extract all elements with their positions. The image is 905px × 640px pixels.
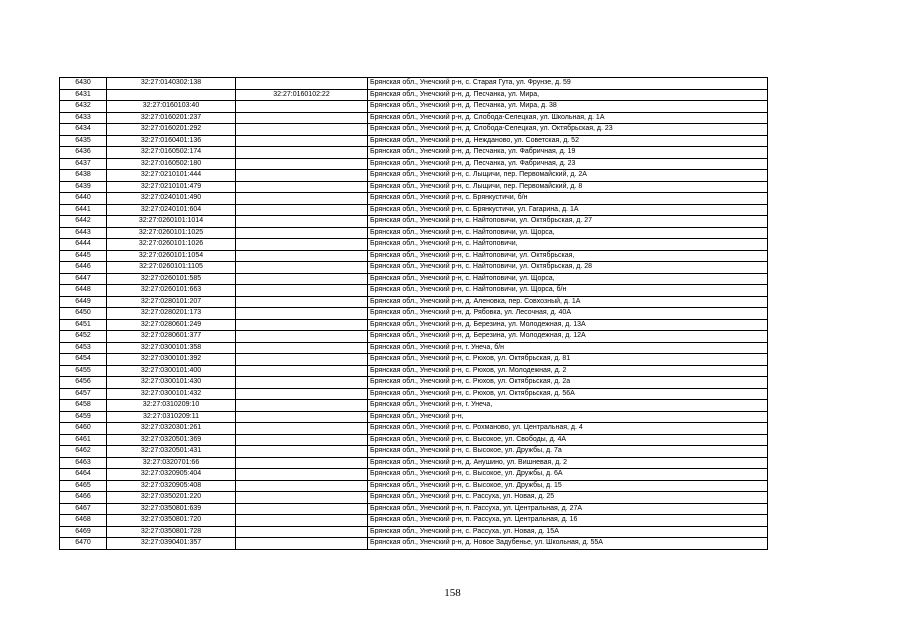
address-cell: Брянская обл., Унечский р-н, с. Рассуха, ул. Новая, д. 25	[368, 492, 768, 504]
cadastral-number-cell: 32:27:0260101:1014	[107, 216, 236, 228]
row-number-cell: 6432	[60, 101, 107, 113]
table-row	[60, 204, 768, 216]
previous-cadastral-number-cell	[236, 193, 368, 205]
cadastral-number-cell: 32:27:0140302:138	[107, 78, 236, 90]
previous-cadastral-number-cell	[236, 227, 368, 239]
previous-cadastral-number-cell	[236, 526, 368, 538]
previous-cadastral-number-cell	[236, 101, 368, 113]
previous-cadastral-number-cell	[236, 273, 368, 285]
previous-cadastral-number-cell	[236, 423, 368, 435]
row-number-cell: 6450	[60, 308, 107, 320]
address-cell: Брянская обл., Унечский р-н, с. Найтоповичи, ул. Щорса,	[368, 273, 768, 285]
address-cell: Брянская обл., Унечский р-н, с. Найтоповичи, ул. Октябрьская, д. 28	[368, 262, 768, 274]
table-row	[60, 377, 768, 389]
cadastral-number-cell: 32:27:0260101:585	[107, 273, 236, 285]
table-row	[60, 193, 768, 205]
previous-cadastral-number-cell	[236, 112, 368, 124]
address-cell: Брянская обл., Унечский р-н, с. Лыщичи, пер. Первомайский, д. 8	[368, 181, 768, 193]
previous-cadastral-number-cell	[236, 354, 368, 366]
table-row	[60, 250, 768, 262]
cadastral-number-cell: 32:27:0320301:261	[107, 423, 236, 435]
previous-cadastral-number-cell	[236, 457, 368, 469]
previous-cadastral-number-cell	[236, 250, 368, 262]
cadastral-number-cell: 32:27:0240101:490	[107, 193, 236, 205]
cadastral-number-cell: 32:27:0280601:377	[107, 331, 236, 343]
table-row	[60, 446, 768, 458]
cadastral-number-cell: 32:27:0160502:174	[107, 147, 236, 159]
row-number-cell: 6430	[60, 78, 107, 90]
row-number-cell: 6453	[60, 342, 107, 354]
address-cell: Брянская обл., Унечский р-н, п. Рассуха, ул. Центральная, д. 27А	[368, 503, 768, 515]
previous-cadastral-number-cell	[236, 204, 368, 216]
previous-cadastral-number-cell	[236, 262, 368, 274]
cadastral-number-cell: 32:27:0260101:1025	[107, 227, 236, 239]
row-number-cell: 6437	[60, 158, 107, 170]
cadastral-number-cell: 32:27:0260101:1054	[107, 250, 236, 262]
address-cell: Брянская обл., Унечский р-н, д. Песчанка, ул. Фабричная, д. 23	[368, 158, 768, 170]
table-row	[60, 457, 768, 469]
cadastral-number-cell: 32:27:0350801:728	[107, 526, 236, 538]
table-row	[60, 296, 768, 308]
previous-cadastral-number-cell	[236, 492, 368, 504]
address-cell: Брянская обл., Унечский р-н, п. Рассуха, ул. Центральная, д. 16	[368, 515, 768, 527]
table-row	[60, 101, 768, 113]
row-number-cell: 6440	[60, 193, 107, 205]
previous-cadastral-number-cell	[236, 135, 368, 147]
cadastral-number-cell: 32:27:0300101:432	[107, 388, 236, 400]
address-cell: Брянская обл., Унечский р-н,	[368, 411, 768, 423]
table-row	[60, 308, 768, 320]
previous-cadastral-number-cell	[236, 285, 368, 297]
cadastral-number-cell: 32:27:0300101:358	[107, 342, 236, 354]
address-cell: Брянская обл., Унечский р-н, с. Найтоповичи, ул. Октябрьская,	[368, 250, 768, 262]
table-row	[60, 434, 768, 446]
previous-cadastral-number-cell	[236, 515, 368, 527]
row-number-cell: 6449	[60, 296, 107, 308]
previous-cadastral-number-cell	[236, 446, 368, 458]
address-cell: Брянская обл., Унечский р-н, с. Найтоповичи,	[368, 239, 768, 251]
table-row	[60, 135, 768, 147]
previous-cadastral-number-cell	[236, 388, 368, 400]
cadastral-number-cell: 32:27:0260101:1105	[107, 262, 236, 274]
previous-cadastral-number-cell: 32:27:0160102:22	[236, 89, 368, 101]
page-number: 158	[444, 587, 461, 599]
row-number-cell: 6466	[60, 492, 107, 504]
address-cell: Брянская обл., Унечский р-н, с. Брянкустичи, ул. Гагарина, д. 1А	[368, 204, 768, 216]
address-cell: Брянская обл., Унечский р-н, д. Аленовка, пер. Совхозный, д. 1А	[368, 296, 768, 308]
cadastral-number-cell: 32:27:0280101:207	[107, 296, 236, 308]
previous-cadastral-number-cell	[236, 170, 368, 182]
row-number-cell: 6451	[60, 319, 107, 331]
table-row	[60, 181, 768, 193]
address-cell: Брянская обл., Унечский р-н, д. Слобода-Селецкая, ул. Октябрьская, д. 23	[368, 124, 768, 136]
cadastral-number-cell: 32:27:0280601:249	[107, 319, 236, 331]
table-row	[60, 285, 768, 297]
address-cell: Брянская обл., Унечский р-н, д. Песчанка, ул. Мира, д. 38	[368, 101, 768, 113]
cadastral-number-cell: 32:27:0160401:136	[107, 135, 236, 147]
cadastral-number-cell: 32:27:0160201:237	[107, 112, 236, 124]
table-body	[60, 78, 768, 550]
cadastral-number-cell: 32:27:0390401:357	[107, 538, 236, 550]
cadastral-number-cell: 32:27:0240101:604	[107, 204, 236, 216]
previous-cadastral-number-cell	[236, 296, 368, 308]
row-number-cell: 6452	[60, 331, 107, 343]
previous-cadastral-number-cell	[236, 503, 368, 515]
table-row	[60, 227, 768, 239]
previous-cadastral-number-cell	[236, 377, 368, 389]
table-row	[60, 526, 768, 538]
address-cell: Брянская обл., Унечский р-н, с. Старая Гута, ул. Фрунзе, д. 59	[368, 78, 768, 90]
address-cell: Брянская обл., Унечский р-н, с. Рохманово, ул. Центральная, д. 4	[368, 423, 768, 435]
table-row	[60, 124, 768, 136]
previous-cadastral-number-cell	[236, 469, 368, 481]
address-cell: Брянская обл., Унечский р-н, д. Рябовка, ул. Лесочная, д. 40А	[368, 308, 768, 320]
row-number-cell: 6459	[60, 411, 107, 423]
cadastral-number-cell: 32:27:0350801:720	[107, 515, 236, 527]
address-cell: Брянская обл., Унечский р-н, д. Березина, ул. Молодежная, д. 13А	[368, 319, 768, 331]
table-row	[60, 411, 768, 423]
cadastral-number-cell: 32:27:0260101:1026	[107, 239, 236, 251]
table-row	[60, 469, 768, 481]
cadastral-number-cell: 32:27:0350801:639	[107, 503, 236, 515]
cadastral-number-cell: 32:27:0160201:292	[107, 124, 236, 136]
previous-cadastral-number-cell	[236, 308, 368, 320]
cadastral-number-cell: 32:27:0350201:220	[107, 492, 236, 504]
row-number-cell: 6458	[60, 400, 107, 412]
cadastral-number-cell: 32:27:0160502:180	[107, 158, 236, 170]
table-row	[60, 170, 768, 182]
row-number-cell: 6463	[60, 457, 107, 469]
previous-cadastral-number-cell	[236, 400, 368, 412]
table-row	[60, 538, 768, 550]
address-cell: Брянская обл., Унечский р-н, с. Высокое, ул. Дружбы, д. 7а	[368, 446, 768, 458]
previous-cadastral-number-cell	[236, 158, 368, 170]
previous-cadastral-number-cell	[236, 124, 368, 136]
address-cell: Брянская обл., Унечский р-н, д. Слобода-Селецкая, ул. Школьная, д. 1А	[368, 112, 768, 124]
previous-cadastral-number-cell	[236, 216, 368, 228]
previous-cadastral-number-cell	[236, 78, 368, 90]
row-number-cell: 6431	[60, 89, 107, 101]
row-number-cell: 6444	[60, 239, 107, 251]
row-number-cell: 6436	[60, 147, 107, 159]
previous-cadastral-number-cell	[236, 181, 368, 193]
row-number-cell: 6435	[60, 135, 107, 147]
table-row	[60, 365, 768, 377]
address-cell: Брянская обл., Унечский р-н, г. Унеча, б/н	[368, 342, 768, 354]
row-number-cell: 6447	[60, 273, 107, 285]
cadastral-table	[59, 77, 768, 550]
address-cell: Брянская обл., Унечский р-н, с. Брянкустичи, б/н	[368, 193, 768, 205]
row-number-cell: 6442	[60, 216, 107, 228]
row-number-cell: 6465	[60, 480, 107, 492]
address-cell: Брянская обл., Унечский р-н, д. Нежданово, ул. Советская, д. 52	[368, 135, 768, 147]
address-cell: Брянская обл., Унечский р-н, д. Новое Задубенье, ул. Школьная, д. 55А	[368, 538, 768, 550]
table-row	[60, 423, 768, 435]
cadastral-number-cell: 32:27:0300101:400	[107, 365, 236, 377]
table-row	[60, 239, 768, 251]
previous-cadastral-number-cell	[236, 365, 368, 377]
row-number-cell: 6462	[60, 446, 107, 458]
previous-cadastral-number-cell	[236, 239, 368, 251]
cadastral-number-cell: 32:27:0320501:431	[107, 446, 236, 458]
address-cell: Брянская обл., Унечский р-н, д. Анушино, ул. Вишневая, д. 2	[368, 457, 768, 469]
table-row	[60, 342, 768, 354]
cadastral-number-cell: 32:27:0310209:11	[107, 411, 236, 423]
row-number-cell: 6441	[60, 204, 107, 216]
row-number-cell: 6446	[60, 262, 107, 274]
cadastral-number-cell	[107, 89, 236, 101]
cadastral-number-cell: 32:27:0310209:10	[107, 400, 236, 412]
address-cell: Брянская обл., Унечский р-н, с. Рюхов, ул. Октябрьская, д. 56А	[368, 388, 768, 400]
previous-cadastral-number-cell	[236, 331, 368, 343]
table-row	[60, 158, 768, 170]
table-row	[60, 354, 768, 366]
previous-cadastral-number-cell	[236, 538, 368, 550]
cadastral-number-cell: 32:27:0300101:430	[107, 377, 236, 389]
cadastral-number-cell: 32:27:0210101:444	[107, 170, 236, 182]
address-cell: Брянская обл., Унечский р-н, с. Найтоповичи, ул. Октябрьская, д. 27	[368, 216, 768, 228]
row-number-cell: 6445	[60, 250, 107, 262]
cadastral-number-cell: 32:27:0260101:663	[107, 285, 236, 297]
cadastral-number-cell: 32:27:0300101:392	[107, 354, 236, 366]
table-row	[60, 503, 768, 515]
address-cell: Брянская обл., Унечский р-н, с. Найтоповичи, ул. Щорса,	[368, 227, 768, 239]
row-number-cell: 6443	[60, 227, 107, 239]
row-number-cell: 6439	[60, 181, 107, 193]
address-cell: Брянская обл., Унечский р-н, с. Рюхов, ул. Октябрьская, д. 2а	[368, 377, 768, 389]
row-number-cell: 6438	[60, 170, 107, 182]
address-cell: Брянская обл., Унечский р-н, д. Песчанка, ул. Мира,	[368, 89, 768, 101]
table-row	[60, 147, 768, 159]
table-row	[60, 515, 768, 527]
row-number-cell: 6460	[60, 423, 107, 435]
table-row	[60, 273, 768, 285]
table-row	[60, 78, 768, 90]
cadastral-number-cell: 32:27:0320701:66	[107, 457, 236, 469]
table-row	[60, 331, 768, 343]
address-cell: Брянская обл., Унечский р-н, д. Березина, ул. Молодежная, д. 12А	[368, 331, 768, 343]
row-number-cell: 6470	[60, 538, 107, 550]
table-row	[60, 262, 768, 274]
previous-cadastral-number-cell	[236, 411, 368, 423]
table-row	[60, 480, 768, 492]
address-cell: Брянская обл., Унечский р-н, г. Унеча,	[368, 400, 768, 412]
row-number-cell: 6455	[60, 365, 107, 377]
address-cell: Брянская обл., Унечский р-н, с. Лыщичи, пер. Первомайский, д. 2А	[368, 170, 768, 182]
cadastral-number-cell: 32:27:0320905:408	[107, 480, 236, 492]
table-row	[60, 216, 768, 228]
previous-cadastral-number-cell	[236, 319, 368, 331]
cadastral-number-cell: 32:27:0320501:369	[107, 434, 236, 446]
row-number-cell: 6461	[60, 434, 107, 446]
row-number-cell: 6434	[60, 124, 107, 136]
row-number-cell: 6448	[60, 285, 107, 297]
address-cell: Брянская обл., Унечский р-н, с. Высокое, ул. Дружбы, д. 6А	[368, 469, 768, 481]
row-number-cell: 6454	[60, 354, 107, 366]
table-row	[60, 89, 768, 101]
table-row	[60, 388, 768, 400]
cadastral-number-cell: 32:27:0320905:404	[107, 469, 236, 481]
row-number-cell: 6457	[60, 388, 107, 400]
address-cell: Брянская обл., Унечский р-н, с. Высокое, ул. Дружбы, д. 15	[368, 480, 768, 492]
address-cell: Брянская обл., Унечский р-н, с. Рассуха, ул. Новая, д. 15А	[368, 526, 768, 538]
address-cell: Брянская обл., Унечский р-н, с. Высокое, ул. Свободы, д. 4А	[368, 434, 768, 446]
address-cell: Брянская обл., Унечский р-н, с. Найтоповичи, ул. Щорса, б/н	[368, 285, 768, 297]
table-row	[60, 400, 768, 412]
cadastral-number-cell: 32:27:0280201:173	[107, 308, 236, 320]
row-number-cell: 6467	[60, 503, 107, 515]
table-row	[60, 319, 768, 331]
address-cell: Брянская обл., Унечский р-н, д. Песчанка, ул. Фабричная, д. 19	[368, 147, 768, 159]
row-number-cell: 6469	[60, 526, 107, 538]
previous-cadastral-number-cell	[236, 147, 368, 159]
previous-cadastral-number-cell	[236, 342, 368, 354]
row-number-cell: 6464	[60, 469, 107, 481]
previous-cadastral-number-cell	[236, 434, 368, 446]
address-cell: Брянская обл., Унечский р-н, с. Рюхов, ул. Октябрьская, д. 81	[368, 354, 768, 366]
row-number-cell: 6468	[60, 515, 107, 527]
address-cell: Брянская обл., Унечский р-н, с. Рюхов, ул. Молодежная, д. 2	[368, 365, 768, 377]
cadastral-number-cell: 32:27:0160103:40	[107, 101, 236, 113]
row-number-cell: 6433	[60, 112, 107, 124]
table-row	[60, 492, 768, 504]
cadastral-number-cell: 32:27:0210101:479	[107, 181, 236, 193]
previous-cadastral-number-cell	[236, 480, 368, 492]
row-number-cell: 6456	[60, 377, 107, 389]
table-row	[60, 112, 768, 124]
